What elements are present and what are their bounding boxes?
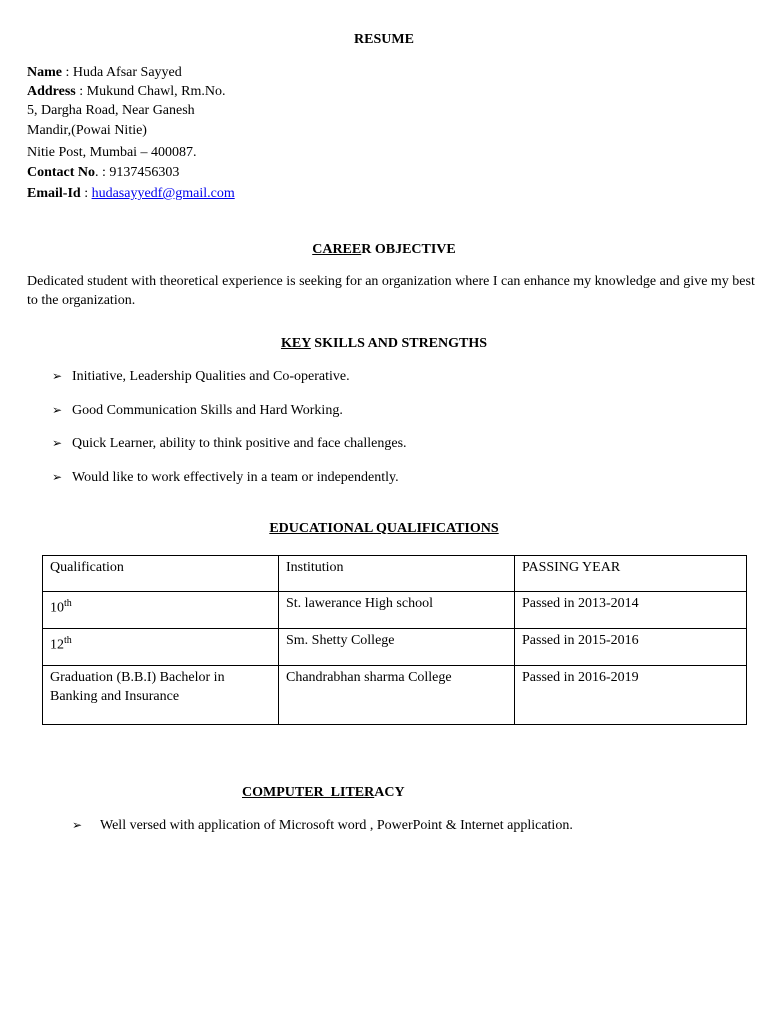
arrowhead-bullet-icon: ➢	[52, 470, 63, 484]
education-heading-text: EDUCATIONAL QUALIFICATIONS	[269, 521, 499, 536]
address-value-1: : Mukund Chawl, Rm.No.	[75, 84, 226, 99]
institution-cell: St. lawerance High school	[279, 592, 515, 629]
institution-cell: Chandrabhan sharma College	[279, 666, 515, 725]
qualification-sup: th	[64, 598, 72, 609]
header-institution: Institution	[279, 556, 515, 592]
career-heading-rest: R OBJECTIVE	[361, 242, 456, 257]
resume-title: RESUME	[354, 32, 414, 47]
computer-literacy-heading-rest: ACY	[374, 785, 405, 800]
arrowhead-bullet-icon: ➢	[72, 818, 83, 832]
skill-text: Quick Learner, ability to think positive and face challenges.	[72, 436, 407, 451]
contact-value: . : 9137456303	[95, 165, 180, 180]
arrowhead-bullet-icon: ➢	[52, 436, 63, 450]
computer-literacy-item	[72, 816, 573, 835]
qualification-sup: th	[64, 635, 72, 646]
computer-literacy-text: Well versed with application of Microsoft word , PowerPoint & Internet application.	[100, 818, 573, 833]
header-qualification: Qualification	[43, 556, 279, 592]
computer-literacy-heading	[242, 785, 405, 801]
skill-item	[52, 468, 399, 487]
skill-text: Good Communication Skills and Hard Working.	[72, 403, 343, 418]
address-line-3: Mandir,(Powai Nitie)	[27, 123, 147, 138]
year-cell: Passed in 2016-2019	[515, 666, 747, 725]
skill-item	[52, 434, 407, 453]
skill-item	[52, 401, 343, 420]
contact-label: Contact No	[27, 165, 96, 180]
institution-cell: Sm. Shetty College	[279, 629, 515, 666]
key-skills-heading-rest: SKILLS AND STRENGTHS	[310, 336, 488, 351]
qualification-text: 12	[50, 637, 64, 653]
arrowhead-bullet-icon: ➢	[52, 369, 63, 383]
table-row	[43, 666, 747, 725]
email-line	[27, 185, 235, 203]
email-label: Email-Id	[27, 186, 81, 201]
skill-text: Would like to work effectively in a team or independently.	[72, 470, 399, 485]
address-line-2: 5, Dargha Road, Near Ganesh	[27, 103, 195, 118]
year-cell: Passed in 2013-2014	[515, 592, 747, 629]
table-row	[43, 629, 747, 666]
name-value: : Huda Afsar Sayyed	[62, 65, 182, 80]
email-separator: :	[80, 186, 92, 201]
qualification-text: 10	[50, 600, 64, 616]
skill-item	[52, 367, 350, 386]
name-label: Name	[27, 65, 62, 80]
address-label: Address	[27, 84, 76, 99]
education-heading	[0, 521, 768, 537]
qualification-cell	[43, 592, 279, 629]
contact-line	[27, 164, 179, 182]
arrowhead-bullet-icon: ➢	[52, 403, 63, 417]
key-skills-heading-underlined: KEY	[280, 336, 311, 351]
skill-text: Initiative, Leadership Qualities and Co-operative.	[72, 369, 350, 384]
qualification-cell	[43, 629, 279, 666]
address-line-4: Nitie Post, Mumbai – 400087.	[27, 145, 197, 160]
career-heading-underlined: CAREE	[312, 242, 362, 257]
email-link[interactable]: hudasayyedf@gmail.com	[91, 186, 235, 201]
education-table	[42, 555, 747, 725]
computer-literacy-heading-underlined: COMPUTER LITER	[242, 785, 375, 800]
table-row	[43, 592, 747, 629]
career-objective-heading	[0, 242, 768, 258]
year-cell: Passed in 2015-2016	[515, 629, 747, 666]
qualification-cell: Graduation (B.B.I) Bachelor in Banking and Insurance	[43, 666, 279, 725]
table-header-row	[43, 556, 747, 592]
address-line-1	[27, 83, 226, 101]
header-passing-year: PASSING YEAR	[515, 556, 747, 592]
key-skills-heading	[0, 336, 768, 352]
name-line	[27, 64, 182, 82]
career-objective-text: Dedicated student with theoretical experience is seeking for an organization where I can enhance my knowledge and give my best to the organization.	[27, 274, 755, 308]
